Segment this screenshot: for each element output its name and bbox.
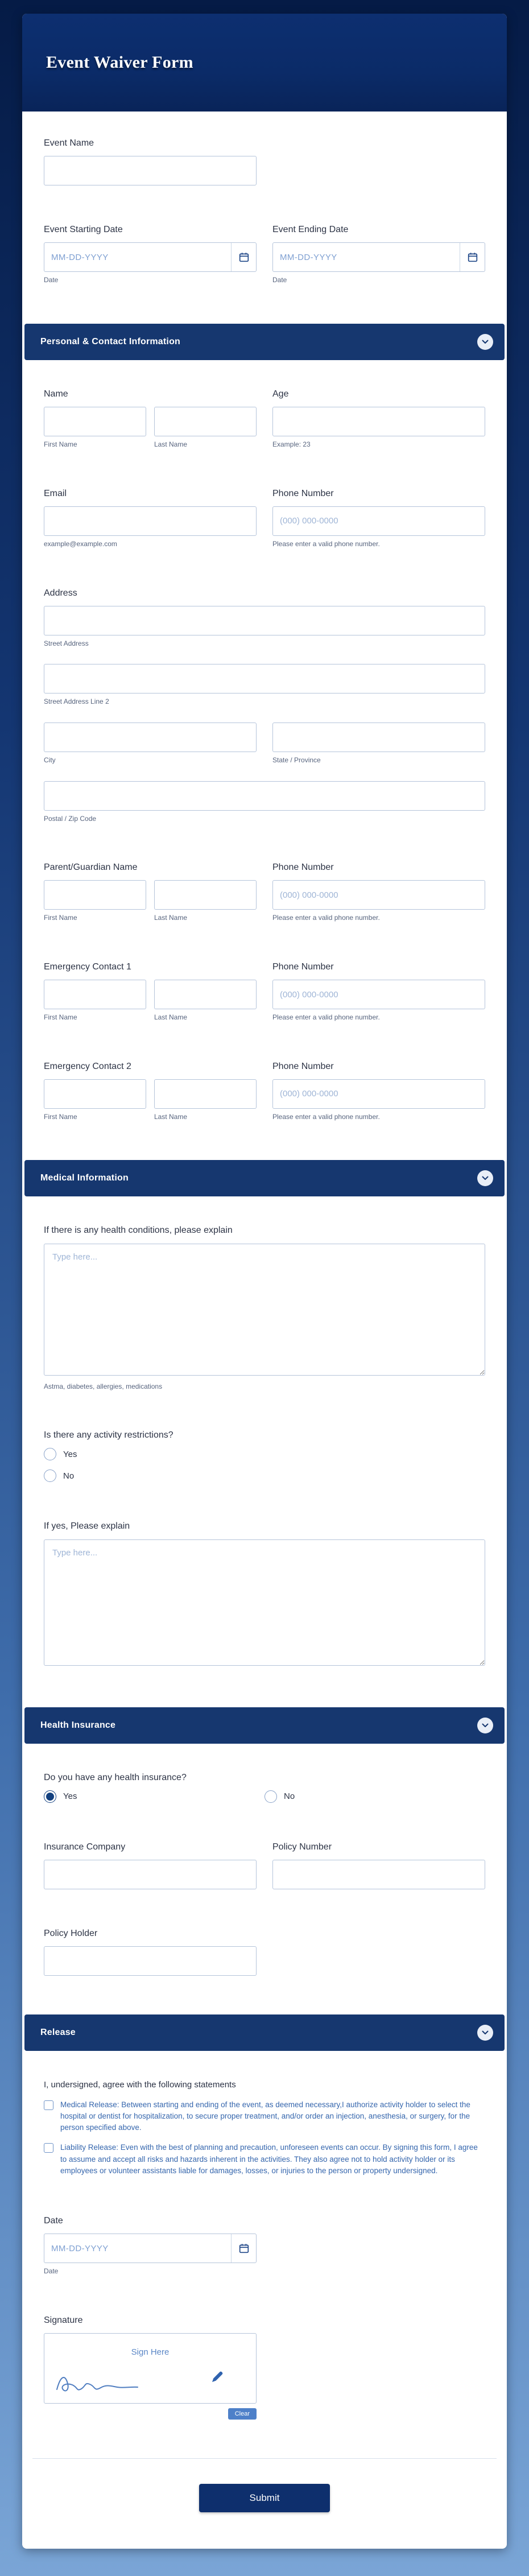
restrictions-no-label: No xyxy=(63,1471,75,1481)
emergency1-last-wrap xyxy=(154,980,257,1022)
phone-label: Phone Number xyxy=(272,488,334,498)
chevron-down-icon xyxy=(482,1723,489,1728)
release-date-wrap xyxy=(44,2234,257,2263)
address-label: Address xyxy=(44,588,77,598)
checkbox-unchecked-icon xyxy=(44,2100,53,2110)
state-wrap xyxy=(272,723,485,765)
street-address-sublabel: Street Address xyxy=(44,639,89,647)
emergency2-first-wrap xyxy=(44,1079,146,1122)
first-name-input[interactable] xyxy=(44,407,146,436)
pen-icon xyxy=(210,2370,224,2384)
age-label: Age xyxy=(272,389,289,399)
event-start-calendar-button[interactable] xyxy=(231,243,256,271)
field-policy-holder xyxy=(44,1928,485,1976)
section-medical-collapse-button[interactable] xyxy=(477,1170,493,1186)
field-release-date xyxy=(44,2215,485,2276)
event-name-input[interactable] xyxy=(44,156,257,185)
section-release[interactable] xyxy=(24,2014,505,2051)
restrictions-explain-textarea[interactable] xyxy=(44,1539,485,1666)
postal-wrap xyxy=(44,781,485,824)
activity-restrictions-options xyxy=(44,1448,485,1482)
age-sublabel: Example: 23 xyxy=(272,440,311,449)
age-input[interactable] xyxy=(272,407,485,436)
medical-release-checkbox-option[interactable] xyxy=(44,2099,485,2134)
event-start-date-input[interactable] xyxy=(44,242,257,272)
event-name-label: Event Name xyxy=(44,138,94,148)
event-end-date-wrap xyxy=(272,242,485,272)
medical-release-text: Medical Release: Between starting and ending of the event, as deemed necessary,I authorize activity holder to select the hospital or dentist for hospitalization, to secure proper treatment, and/or order an injection, anesthesia, or surgery, for the person specified above. xyxy=(60,2100,470,2132)
phone-input[interactable] xyxy=(272,506,485,536)
field-restrictions-explain xyxy=(44,1521,485,1668)
email-input[interactable] xyxy=(44,506,257,536)
radio-unchecked-icon xyxy=(264,1790,277,1803)
name-label: Name xyxy=(44,389,68,399)
field-event-dates xyxy=(44,224,485,285)
city-sublabel: City xyxy=(44,756,56,764)
emergency2-name-inputs xyxy=(44,1079,257,1122)
guardian-first-name-input[interactable] xyxy=(44,880,146,910)
field-signature xyxy=(44,2315,485,2420)
policy-holder-label: Policy Holder xyxy=(44,1928,98,1938)
event-start-date-wrap xyxy=(44,242,257,272)
has-insurance-options xyxy=(44,1790,485,1803)
emergency2-phone-input[interactable] xyxy=(272,1079,485,1109)
restrictions-yes-label: Yes xyxy=(63,1449,77,1459)
emergency1-name-inputs xyxy=(44,980,257,1022)
field-release-statements xyxy=(44,2079,485,2177)
first-name-wrap xyxy=(44,407,146,449)
field-activity-restrictions xyxy=(44,1430,485,1482)
emergency1-phone-input[interactable] xyxy=(272,980,485,1009)
submit-button[interactable]: Submit xyxy=(199,2484,330,2512)
health-conditions-textarea[interactable] xyxy=(44,1244,485,1376)
event-end-date-input[interactable] xyxy=(272,242,485,272)
insurance-yes-option[interactable] xyxy=(44,1790,264,1803)
health-conditions-label: If there is any health conditions, please explain xyxy=(44,1225,233,1236)
emergency2-phone-sublabel: Please enter a valid phone number. xyxy=(272,1112,380,1121)
city-wrap xyxy=(44,723,257,765)
restrictions-no-option[interactable] xyxy=(44,1469,485,1482)
insurance-no-label: No xyxy=(284,1791,295,1802)
calendar-icon xyxy=(239,2243,249,2253)
name-inputs xyxy=(44,407,257,449)
field-emergency2-name xyxy=(44,1061,257,1122)
field-guardian-phone xyxy=(272,862,485,923)
first-name-sublabel: First Name xyxy=(44,440,77,449)
has-insurance-label: Do you have any health insurance? xyxy=(44,1772,187,1782)
street-address2-sublabel: Street Address Line 2 xyxy=(44,697,109,706)
guardian-last-name-input[interactable] xyxy=(154,880,257,910)
footer-divider xyxy=(32,2458,497,2459)
field-phone xyxy=(272,488,485,549)
insurance-yes-label: Yes xyxy=(63,1791,77,1802)
emergency2-first-name-input[interactable] xyxy=(44,1079,146,1109)
radio-unchecked-icon xyxy=(44,1448,56,1460)
street-address2-input[interactable] xyxy=(44,664,485,693)
field-event-start-date xyxy=(44,224,257,285)
signature-clear-button[interactable]: Clear xyxy=(228,2408,257,2420)
field-health-conditions xyxy=(44,1225,485,1391)
form-title: Event Waiver Form xyxy=(46,53,193,72)
event-end-date-sublabel: Date xyxy=(272,276,287,284)
field-emergency1-phone xyxy=(272,961,485,1022)
section-release-title: Release xyxy=(40,2028,76,2038)
section-insurance[interactable] xyxy=(24,1707,505,1744)
insurance-company-label: Insurance Company xyxy=(44,1842,126,1852)
email-label: Email xyxy=(44,488,67,498)
field-insurance-row xyxy=(44,1842,485,1889)
guardian-first-sublabel: First Name xyxy=(44,914,77,922)
guardian-first-wrap xyxy=(44,880,146,923)
liability-release-checkbox-option[interactable] xyxy=(44,2142,485,2177)
field-name-age-row xyxy=(44,389,485,449)
field-guardian-row xyxy=(44,862,485,923)
event-start-date-sublabel: Date xyxy=(44,276,59,284)
policy-holder-wrap xyxy=(44,1946,257,1976)
phone-sublabel: Please enter a valid phone number. xyxy=(272,539,380,548)
field-insurance-company xyxy=(44,1842,257,1889)
sign-here-text: Sign Here xyxy=(131,2347,170,2358)
emergency2-last-sublabel: Last Name xyxy=(154,1112,188,1121)
emergency1-phone-label: Phone Number xyxy=(272,961,334,972)
insurance-company-input[interactable] xyxy=(44,1860,257,1889)
guardian-name-label: Parent/Guardian Name xyxy=(44,862,138,873)
field-event-name xyxy=(44,138,485,185)
calendar-icon xyxy=(239,252,249,262)
emergency2-phone-label: Phone Number xyxy=(272,1061,334,1071)
release-date-sublabel: Date xyxy=(44,2267,59,2276)
field-guardian-name xyxy=(44,862,257,923)
emergency2-first-sublabel: First Name xyxy=(44,1112,77,1121)
policy-number-label: Policy Number xyxy=(272,1842,332,1852)
field-name xyxy=(44,389,257,449)
release-date-calendar-button[interactable] xyxy=(231,2234,256,2263)
emergency1-first-sublabel: First Name xyxy=(44,1013,77,1022)
radio-checked-icon xyxy=(44,1790,56,1803)
field-email xyxy=(44,488,257,549)
radio-unchecked-icon xyxy=(44,1469,56,1482)
section-medical-title: Medical Information xyxy=(40,1173,129,1183)
guardian-phone-sublabel: Please enter a valid phone number. xyxy=(272,914,380,922)
field-email-phone-row xyxy=(44,488,485,549)
event-name-input-wrap xyxy=(44,156,257,185)
signature-footer xyxy=(44,2408,257,2420)
section-personal-title: Personal & Contact Information xyxy=(40,336,181,346)
email-sublabel: example@example.com xyxy=(44,539,117,548)
signature-label: Signature xyxy=(44,2315,83,2325)
restrictions-yes-option[interactable] xyxy=(44,1448,485,1460)
emergency2-last-name-input[interactable] xyxy=(154,1079,257,1109)
release-date-label: Date xyxy=(44,2216,63,2226)
field-emergency1-row xyxy=(44,961,485,1022)
field-age xyxy=(272,389,485,449)
emergency1-first-wrap xyxy=(44,980,146,1022)
emergency1-name-label: Emergency Contact 1 xyxy=(44,961,131,972)
state-sublabel: State / Province xyxy=(272,756,321,764)
event-start-date-label: Event Starting Date xyxy=(44,225,123,235)
emergency2-last-wrap xyxy=(154,1079,257,1122)
event-waiver-form-card xyxy=(22,14,507,2549)
field-has-insurance xyxy=(44,1772,485,1803)
activity-restrictions-label: Is there any activity restrictions? xyxy=(44,1430,173,1440)
field-emergency2-phone xyxy=(272,1061,485,1122)
street-address-input[interactable] xyxy=(44,606,485,635)
emergency1-last-name-input[interactable] xyxy=(154,980,257,1009)
calendar-icon xyxy=(468,252,478,262)
field-emergency1-name xyxy=(44,961,257,1022)
liability-release-text: Liability Release: Even with the best of planning and precaution, unforeseen events can occur. By signing this form, I agree to assume and accept all risks and hazards inherent in the activities. They also agree not to hold activity holder or its employees or volunteer assistants liable for damages, losses, or injuries to the person or property undersigned. xyxy=(60,2143,478,2175)
last-name-wrap xyxy=(154,407,257,449)
submit-row xyxy=(44,2484,485,2512)
emergency2-name-label: Emergency Contact 2 xyxy=(44,1061,131,1071)
policy-holder-input[interactable] xyxy=(44,1946,257,1976)
section-insurance-collapse-button[interactable] xyxy=(477,1718,493,1733)
guardian-phone-input[interactable] xyxy=(272,880,485,910)
insurance-no-option[interactable] xyxy=(264,1790,485,1803)
release-intro: I, undersigned, agree with the following statements xyxy=(44,2080,236,2090)
release-date-input[interactable] xyxy=(44,2234,257,2263)
section-medical[interactable] xyxy=(24,1160,505,1196)
field-address xyxy=(44,588,485,824)
health-conditions-sublabel: Astma, diabetes, allergies, medications xyxy=(44,1382,163,1390)
postal-sublabel: Postal / Zip Code xyxy=(44,814,97,823)
section-insurance-title: Health Insurance xyxy=(40,1720,116,1730)
emergency1-first-name-input[interactable] xyxy=(44,980,146,1009)
section-personal-contact[interactable] xyxy=(24,324,505,360)
last-name-input[interactable] xyxy=(154,407,257,436)
section-personal-collapse-button[interactable] xyxy=(477,334,493,350)
postal-input[interactable] xyxy=(44,781,485,811)
emergency1-last-sublabel: Last Name xyxy=(154,1013,188,1022)
chevron-down-icon xyxy=(482,1176,489,1180)
event-end-calendar-button[interactable] xyxy=(460,243,485,271)
field-emergency2-row xyxy=(44,1061,485,1122)
emergency1-phone-sublabel: Please enter a valid phone number. xyxy=(272,1013,380,1022)
form-header xyxy=(22,14,507,112)
city-state-row xyxy=(44,723,485,765)
signature-pad[interactable] xyxy=(44,2333,257,2404)
city-input[interactable] xyxy=(44,723,257,752)
chevron-down-icon xyxy=(482,340,489,344)
checkbox-unchecked-icon xyxy=(44,2143,53,2153)
release-date-col xyxy=(44,2234,257,2276)
field-policy-number xyxy=(272,1842,485,1889)
restrictions-explain-label: If yes, Please explain xyxy=(44,1521,130,1531)
guardian-name-inputs xyxy=(44,880,257,923)
guardian-phone-label: Phone Number xyxy=(272,862,334,873)
section-release-collapse-button[interactable] xyxy=(477,2025,493,2041)
guardian-last-sublabel: Last Name xyxy=(154,914,188,922)
street-address-wrap xyxy=(44,606,485,649)
guardian-last-wrap xyxy=(154,880,257,923)
policy-number-input[interactable] xyxy=(272,1860,485,1889)
chevron-down-icon xyxy=(482,2030,489,2035)
form-body xyxy=(22,112,507,2549)
last-name-sublabel: Last Name xyxy=(154,440,188,449)
street-address2-wrap xyxy=(44,664,485,707)
event-end-date-label: Event Ending Date xyxy=(272,225,349,235)
state-input[interactable] xyxy=(272,723,485,752)
signature-squiggle xyxy=(53,2370,181,2395)
field-event-end-date xyxy=(272,224,485,285)
